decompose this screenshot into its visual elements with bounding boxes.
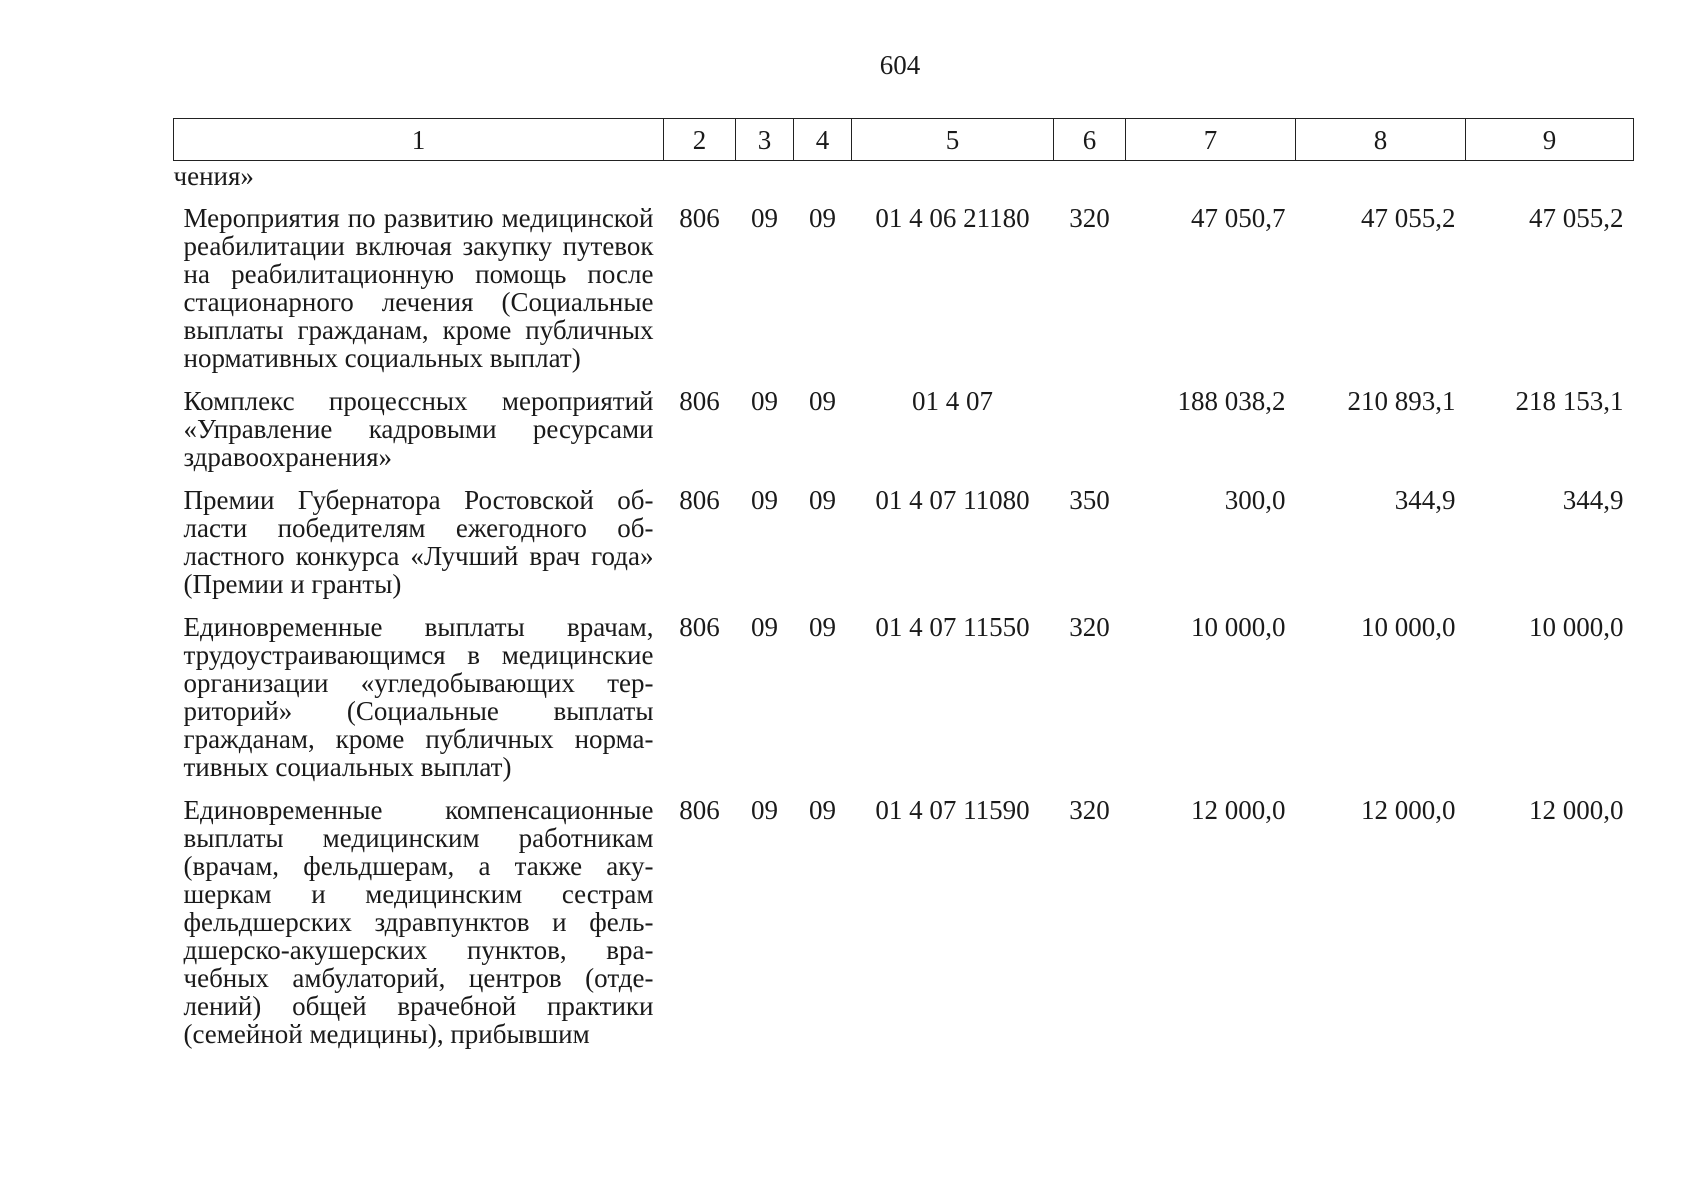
table-row xyxy=(174,196,1634,379)
row-col-4: 09 xyxy=(809,485,836,515)
row-col-9: 10 000,0 xyxy=(1529,612,1624,642)
row-col-8: 10 000,0 xyxy=(1361,612,1456,642)
row-col-8: 344,9 xyxy=(1394,485,1456,515)
continuation-text: чения» xyxy=(173,161,254,191)
budget-table xyxy=(173,118,1634,1055)
row-col-3: 09 xyxy=(751,203,778,233)
row-col-5: 01 4 07 11590 xyxy=(875,795,1030,825)
table-row xyxy=(174,379,1634,478)
row-col-7: 12 000,0 xyxy=(1191,795,1286,825)
header-col-4: 4 xyxy=(794,119,852,161)
header-col-2: 2 xyxy=(664,119,736,161)
table-header-row xyxy=(174,119,1634,161)
row-col-2: 806 xyxy=(679,485,720,515)
row-col-7: 10 000,0 xyxy=(1191,612,1286,642)
row-col-3: 09 xyxy=(751,386,778,416)
row-col-7: 188 038,2 xyxy=(1177,386,1286,416)
row-col-6 xyxy=(1054,379,1126,478)
table-row xyxy=(174,605,1634,788)
header-col-1: 1 xyxy=(174,119,664,161)
row-col-8: 210 893,1 xyxy=(1347,386,1456,416)
row-col-3: 09 xyxy=(751,612,778,642)
row-col-9: 344,9 xyxy=(1562,485,1624,515)
row-col-4: 09 xyxy=(809,386,836,416)
header-col-3: 3 xyxy=(736,119,794,161)
row-col-5: 01 4 07 xyxy=(912,386,993,416)
row-name: Комплекс процессных мероприятий «Управление кадровыми ресурсами здравоохранения» xyxy=(183,386,654,472)
row-col-2: 806 xyxy=(679,203,720,233)
row-col-6: 320 xyxy=(1069,203,1110,233)
page-number: 604 xyxy=(879,50,921,80)
row-col-9: 218 153,1 xyxy=(1515,386,1624,416)
row-col-8: 47 055,2 xyxy=(1361,203,1456,233)
row-col-2: 806 xyxy=(679,612,720,642)
row-col-5: 01 4 07 11550 xyxy=(875,612,1030,642)
row-col-7: 47 050,7 xyxy=(1191,203,1286,233)
header-col-9: 9 xyxy=(1466,119,1634,161)
row-col-8: 12 000,0 xyxy=(1361,795,1456,825)
row-col-7: 300,0 xyxy=(1224,485,1286,515)
table-row xyxy=(174,788,1634,1055)
row-name: Единовременные выплаты врачам, трудоустраивающимся в медицинские организации «угледобывающих территорий» (Социальные выплаты гражданам, кроме публичных нормативных социальных выплат) xyxy=(183,612,654,782)
table-row xyxy=(174,478,1634,605)
row-col-5: 01 4 06 21180 xyxy=(875,203,1030,233)
row-col-9: 12 000,0 xyxy=(1529,795,1624,825)
row-col-5: 01 4 07 11080 xyxy=(875,485,1030,515)
row-col-2: 806 xyxy=(679,795,720,825)
row-name: Мероприятия по развитию медицинской реабилитации включая закупку путевок на реабилитационную помощь после стационарного лечения (Социальные выплаты гражданам, кроме публичных нормативных социальных выплат) xyxy=(183,203,654,373)
header-col-7: 7 xyxy=(1126,119,1296,161)
row-col-4: 09 xyxy=(809,203,836,233)
header-col-6: 6 xyxy=(1054,119,1126,161)
row-col-3: 09 xyxy=(751,795,778,825)
row-col-2: 806 xyxy=(679,386,720,416)
budget-table-container xyxy=(173,118,1633,1055)
row-col-6: 320 xyxy=(1069,612,1110,642)
row-col-4: 09 xyxy=(809,795,836,825)
row-col-3: 09 xyxy=(751,485,778,515)
row-col-6: 350 xyxy=(1069,485,1110,515)
row-col-9: 47 055,2 xyxy=(1529,203,1624,233)
header-col-8: 8 xyxy=(1296,119,1466,161)
row-col-6: 320 xyxy=(1069,795,1110,825)
continuation-row xyxy=(174,161,1634,197)
row-name: Единовременные компенсационные выплаты медицинским работникам (врачам, фельдшерам, а также акушеркам и медицинским сестрам фельдшерских здравпунктов и фельдшерско-акушерских пунктов, врачебных амбулаторий, центров (отделений) общей врачебной практики (семейной медицины), прибывшим xyxy=(183,795,654,1049)
row-name: Премии Губернатора Ростовской области победителям ежегодного областного конкурса «Лучший врач года» (Премии и гранты) xyxy=(183,485,654,599)
header-col-5: 5 xyxy=(852,119,1054,161)
row-col-4: 09 xyxy=(809,612,836,642)
